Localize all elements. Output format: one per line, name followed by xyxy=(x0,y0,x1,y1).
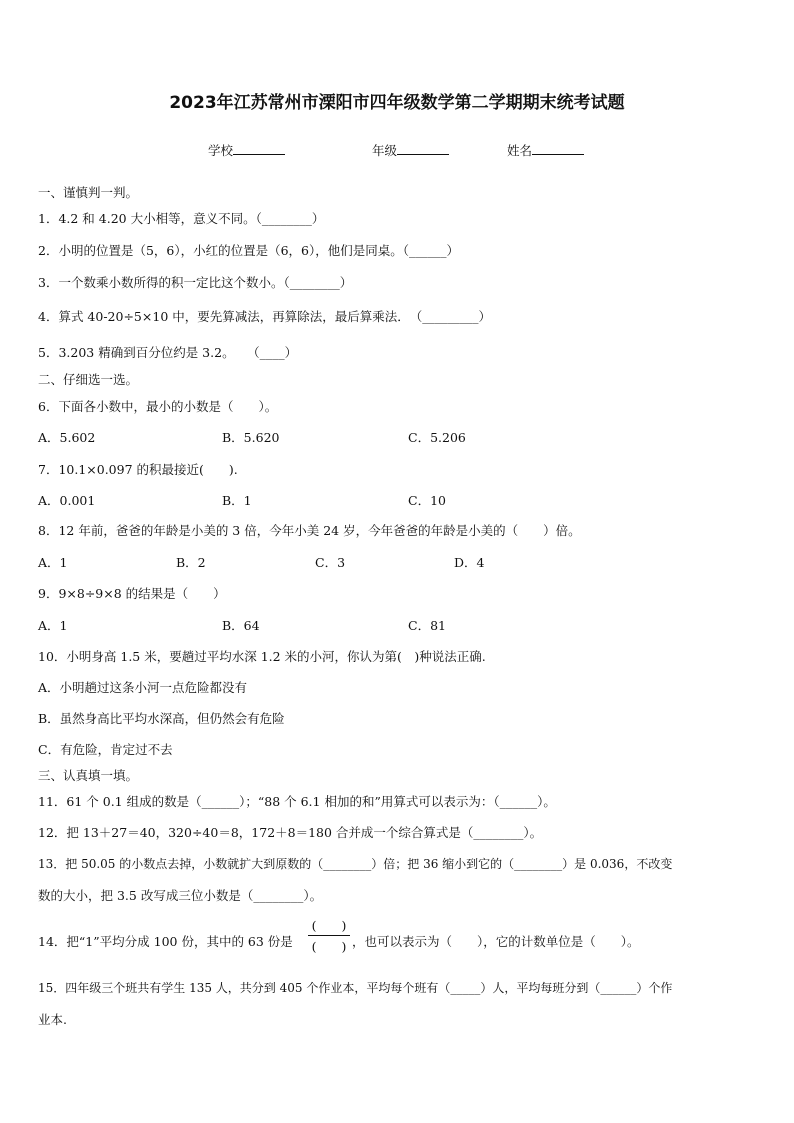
name-blank[interactable] xyxy=(532,142,584,155)
section-heading-1: 一、谨慎判一判。 xyxy=(38,185,139,200)
q14-fraction-numerator: ( ) xyxy=(311,918,347,933)
name-field xyxy=(507,141,584,159)
grade-field xyxy=(372,141,449,159)
q7-option-c: C．10 xyxy=(408,493,446,508)
q6-option-c: C．5.206 xyxy=(408,430,466,445)
question-1: 1．4.2 和 4.20 大小相等，意义不同。（________） xyxy=(38,211,325,226)
question-13-line-2: 数的大小，把 3.5 改写成三位小数是（________）。 xyxy=(38,888,323,903)
question-14-end: ，也可以表示为（ ），它的计数单位是（ ）。 xyxy=(352,934,640,949)
question-9: 9．9×8÷9×8 的结果是（ ） xyxy=(38,586,226,601)
q9-option-c: C．81 xyxy=(408,618,446,633)
question-4: 4．算式 40-20÷5×10 中，要先算减法，再算除法，最后算乘法． （_________） xyxy=(38,309,491,324)
q7-option-b: B．1 xyxy=(222,493,252,508)
question-14-start: 14．把“1”平均分成 100 份，其中的 63 份是 xyxy=(38,934,293,949)
q10-option-b: B．虽然身高比平均水深高，但仍然会有危险 xyxy=(38,711,285,726)
grade-blank[interactable] xyxy=(397,142,449,155)
question-15-line-2: 业本. xyxy=(38,1012,67,1027)
question-7: 7．10.1×0.097 的积最接近( ). xyxy=(38,462,238,477)
school-label: 学校 xyxy=(208,143,234,158)
q6-option-a: A．5.602 xyxy=(38,430,96,445)
school-field xyxy=(208,141,285,159)
question-8: 8．12 年前，爸爸的年龄是小美的 3 倍，今年小美 24 岁，今年爸爸的年龄是小美的（ ）倍。 xyxy=(38,523,581,538)
question-2: 2．小明的位置是（5，6），小红的位置是（6，6），他们是同桌。（______） xyxy=(38,243,460,258)
question-15-line-1: 15．四年级三个班共有学生 135 人，共分到 405 个作业本，平均每个班有（_____）人，平均每班分到（______）个作 xyxy=(38,981,673,995)
question-5: 5．3.203 精确到百分位约是 3.2。 （____） xyxy=(38,345,298,360)
q6-option-b: B．5.620 xyxy=(222,430,280,445)
q14-fraction-bar xyxy=(308,935,350,936)
section-heading-2: 二、仔细选一选。 xyxy=(38,372,139,387)
grade-label: 年级 xyxy=(372,143,398,158)
school-blank[interactable] xyxy=(233,142,285,155)
question-13-line-1: 13．把 50.05 的小数点去掉，小数就扩大到原数的（________）倍；把 36 缩小到它的（________）是 0.036，不改变 xyxy=(38,857,673,871)
q14-fraction-denominator: ( ) xyxy=(311,939,347,954)
page-title: 2023年江苏常州市溧阳市四年级数学第二学期期末统考试题 xyxy=(169,93,625,113)
question-12: 12．把 13＋27＝40，320÷40＝8，172＋8＝180 合并成一个综合算式是（________）。 xyxy=(38,825,543,840)
question-10: 10．小明身高 1.5 米，要趟过平均水深 1.2 米的小河，你认为第( )种说法正确. xyxy=(38,649,486,664)
question-6: 6．下面各小数中，最小的小数是（ ）。 xyxy=(38,399,278,414)
q9-option-a: A．1 xyxy=(38,618,68,633)
q8-option-c: C．3 xyxy=(315,555,346,570)
q10-option-c: C．有危险，肯定过不去 xyxy=(38,742,173,757)
q14-fraction xyxy=(308,916,350,955)
q8-option-b: B．2 xyxy=(176,555,206,570)
name-label: 姓名 xyxy=(507,143,533,158)
q8-option-d: D．4 xyxy=(454,555,485,570)
q8-option-a: A．1 xyxy=(38,555,68,570)
q10-option-a: A．小明趟过这条小河一点危险都没有 xyxy=(38,680,248,695)
question-3: 3．一个数乘小数所得的积一定比这个数小。（________） xyxy=(38,275,353,290)
question-11: 11．61 个 0.1 组成的数是（______）；“88 个 6.1 相加的和”用算式可以表示为：（______）。 xyxy=(38,794,556,809)
section-heading-3: 三、认真填一填。 xyxy=(38,768,139,783)
q7-option-a: A．0.001 xyxy=(38,493,96,508)
q9-option-b: B．64 xyxy=(222,618,260,633)
